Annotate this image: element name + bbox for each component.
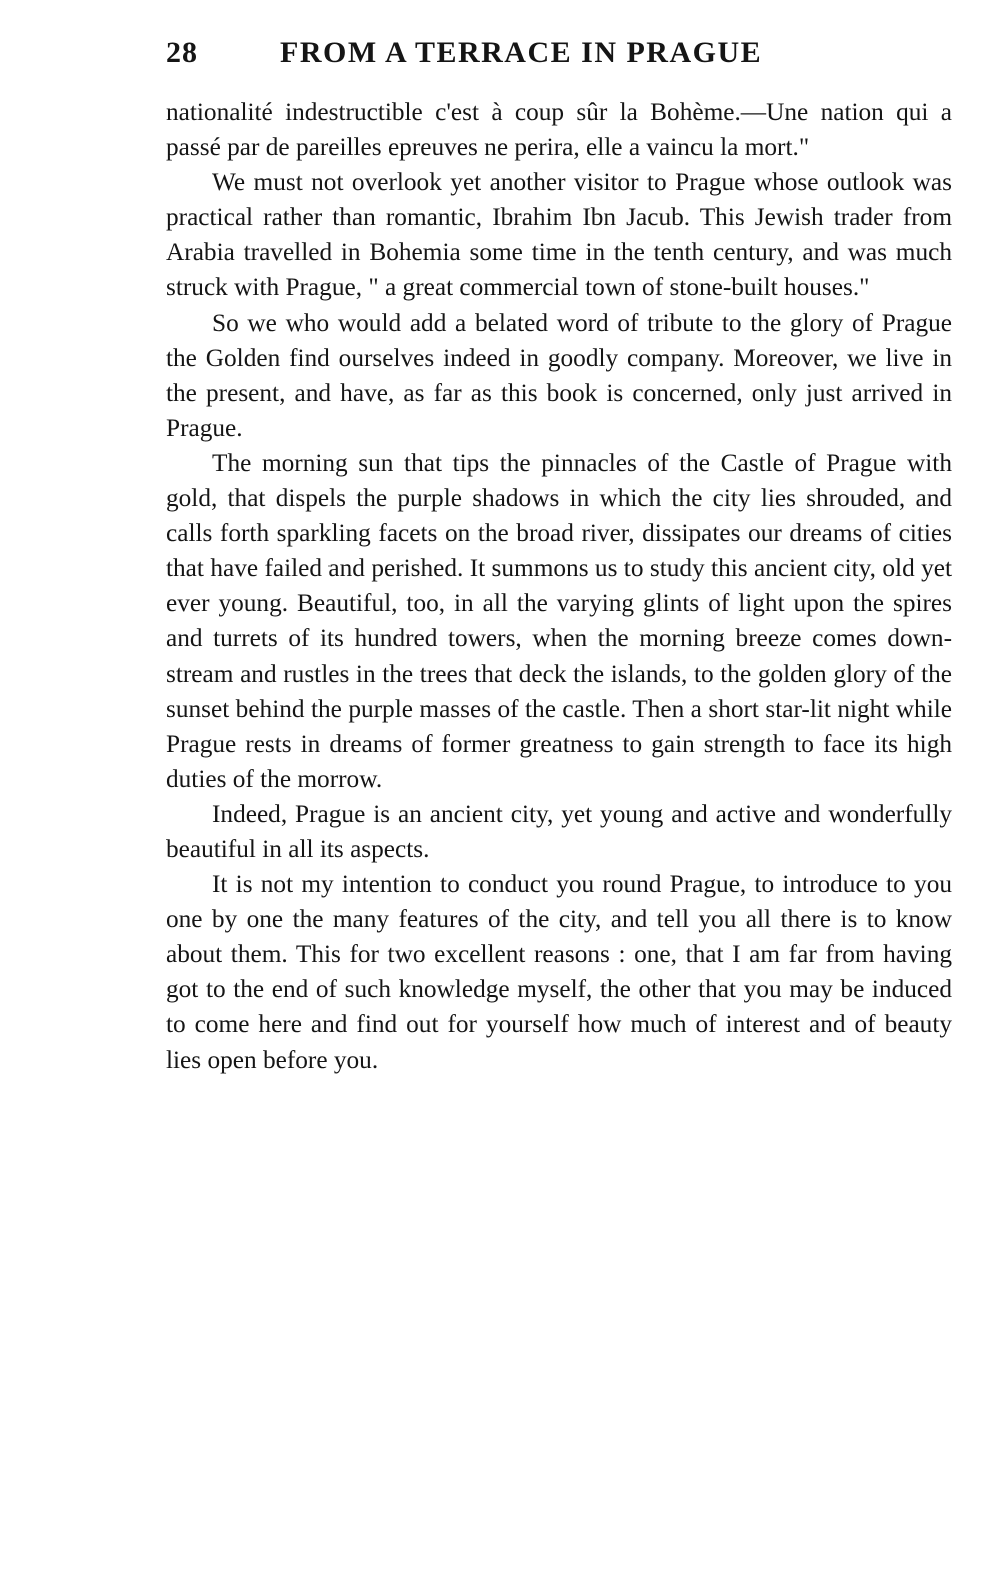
body-text xyxy=(166,95,952,1078)
paragraph-tribute: So we who would add a belated word of tribute to the glory of Prague the Golden find ourselves indeed in goodly company. Moreover, we live in the present, and have, as far as this book is concerned, only just arrived in Prague. xyxy=(166,308,952,442)
paragraph-ibrahim-ibn-jacub: We must not overlook yet another visitor to Prague whose outlook was practical rather than romantic, Ibrahim Ibn Jacub. This Jewish trader from Arabia travelled in Bohemia some time in the tenth century, and was much struck with Prague, " a great commercial town of stone-built houses." xyxy=(166,168,952,302)
paragraph-morning-sun: The morning sun that tips the pinnacles of the Castle of Prague with gold, that dispels the purple shadows in which the city lies shrouded, and calls forth sparkling facets on the broad river, dissipates our dreams of cities that have failed and perished. It summons us to study this ancient city, old yet ever young. Beautiful, too, in all the varying glints of light upon the spires and turrets of its hundred towers, when the morning breeze comes down-stream and rustles in the trees that deck the islands, to the golden glory of the sunset behind the purple masses of the castle. Then a short star-lit night while Prague rests in dreams of former greatness to gain strength to face its high duties of the morrow. xyxy=(166,448,952,793)
book-title: FROM A TERRACE IN PRAGUE xyxy=(280,36,763,69)
book-page xyxy=(166,36,952,1078)
paragraph-continuation: nationalité indestructible c'est à coup sûr la Bohème.—Une nation qui a passé par de pareilles epreuves ne perira, elle a vaincu la mort." xyxy=(166,98,952,162)
page-number: 28 xyxy=(166,36,198,69)
paragraph-ancient-city: Indeed, Prague is an ancient city, yet young and active and wonderfully beautiful in all its aspects. xyxy=(166,799,952,863)
paragraph-intention: It is not my intention to conduct you round Prague, to introduce to you one by one the many features of the city, and tell you all there is to know about them. This for two excellent reasons : one, that I am far from having got to the end of such knowledge myself, the other that you may be induced to come here and find out for yourself how much of interest and of beauty lies open before you. xyxy=(166,870,952,1074)
running-head xyxy=(166,36,952,84)
